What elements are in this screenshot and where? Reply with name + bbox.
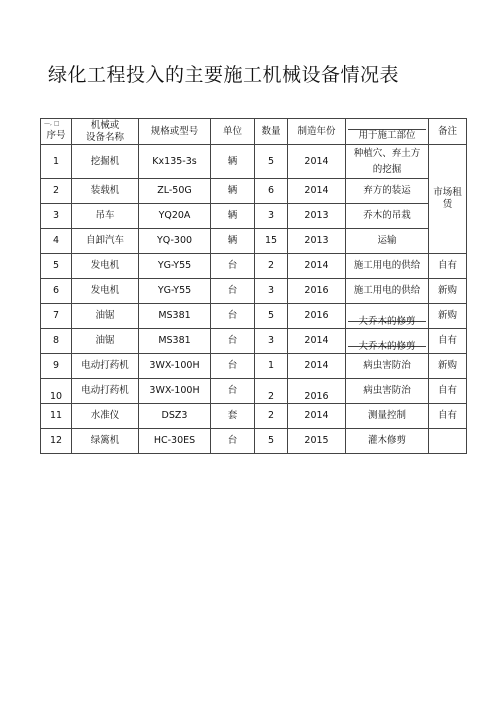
cell-spec: MS381 <box>139 304 211 329</box>
cell-year: 2014 <box>288 254 346 279</box>
cell-spec: 3WX-100H <box>139 379 211 404</box>
cell-spec: 3WX-100H <box>139 354 211 379</box>
cell-name: 油锯 <box>72 304 139 329</box>
cell-name: 电动打药机 <box>72 354 139 379</box>
cell-seq: 11 <box>41 404 72 429</box>
cell-unit: 台 <box>211 304 255 329</box>
cell-spec: ZL-50G <box>139 179 211 204</box>
cell-use-text: 大乔木的修剪 <box>358 316 416 328</box>
cell-year: 2015 <box>288 429 346 454</box>
cell-name: 发电机 <box>72 279 139 304</box>
cell-seq: 7 <box>41 304 72 329</box>
cell-qty: 3 <box>255 204 288 229</box>
cell-use: 灌木修剪 <box>346 429 429 454</box>
cell-qty: 5 <box>255 145 288 179</box>
cell-unit: 辆 <box>211 229 255 254</box>
cell-spec: MS381 <box>139 329 211 354</box>
table-row <box>41 145 467 179</box>
table-row <box>41 429 467 454</box>
cell-year: 2014 <box>288 329 346 354</box>
cell-qty: 6 <box>255 179 288 204</box>
cell-name: 油锯 <box>72 329 139 354</box>
cell-year: 2016 <box>288 379 346 404</box>
cell-unit: 台 <box>211 254 255 279</box>
page-title: 绿化工程投入的主要施工机械设备情况表 <box>48 64 400 86</box>
table-row <box>41 229 467 254</box>
cell-seq: 3 <box>41 204 72 229</box>
cell-year: 2014 <box>288 404 346 429</box>
cell-use <box>346 304 429 329</box>
cell-qty: 2 <box>255 404 288 429</box>
cell-unit: 辆 <box>211 179 255 204</box>
cell-spec: YQ-300 <box>139 229 211 254</box>
cell-unit: 辆 <box>211 145 255 179</box>
header-seq <box>41 119 72 145</box>
header-name: 机械或 设备名称 <box>72 119 139 145</box>
cell-spec: Kx135-3s <box>139 145 211 179</box>
table-row <box>41 304 467 329</box>
table-row <box>41 279 467 304</box>
table-header-row <box>41 119 467 145</box>
cell-use: 种植穴、弃土方 的挖掘 <box>346 145 429 179</box>
cell-name: 发电机 <box>72 254 139 279</box>
cell-seq: 10 <box>41 379 72 404</box>
cell-unit: 台 <box>211 429 255 454</box>
cell-spec: DSZ3 <box>139 404 211 429</box>
cell-unit: 台 <box>211 329 255 354</box>
cell-spec: YQ20A <box>139 204 211 229</box>
header-use-label: 用于施工部位 <box>358 130 416 142</box>
cell-remark: 自有 <box>429 329 467 354</box>
cell-name: 自卸汽车 <box>72 229 139 254</box>
cell-use: 病虫害防治 <box>346 354 429 379</box>
cell-name: 吊车 <box>72 204 139 229</box>
header-unit: 单位 <box>211 119 255 145</box>
cell-remark: 新购 <box>429 354 467 379</box>
header-mark: —, □ <box>44 120 60 127</box>
header-remark: 备注 <box>429 119 467 145</box>
cell-year: 2014 <box>288 145 346 179</box>
cell-unit: 辆 <box>211 204 255 229</box>
cell-remark: 自有 <box>429 404 467 429</box>
table-row <box>41 204 467 229</box>
table-row <box>41 354 467 379</box>
cell-qty: 15 <box>255 229 288 254</box>
cell-seq: 5 <box>41 254 72 279</box>
cell-seq: 4 <box>41 229 72 254</box>
cell-use: 乔木的吊栽 <box>346 204 429 229</box>
table-row <box>41 379 467 404</box>
cell-year: 2013 <box>288 229 346 254</box>
cell-year: 2016 <box>288 279 346 304</box>
cell-spec: HC-30ES <box>139 429 211 454</box>
header-use <box>346 119 429 145</box>
cell-name: 绿篱机 <box>72 429 139 454</box>
cell-name: 水准仪 <box>72 404 139 429</box>
cell-name: 电动打药机 <box>72 379 139 404</box>
cell-remark: 自有 <box>429 379 467 404</box>
cell-remark: 新购 <box>429 304 467 329</box>
cell-unit: 台 <box>211 279 255 304</box>
cell-use: 病虫害防治 <box>346 379 429 404</box>
cell-unit: 台 <box>211 354 255 379</box>
cell-year: 2013 <box>288 204 346 229</box>
cell-remark: 自有 <box>429 254 467 279</box>
cell-remark: 新购 <box>429 279 467 304</box>
equipment-table <box>40 118 467 454</box>
cell-qty: 5 <box>255 304 288 329</box>
header-spec: 规格或型号 <box>139 119 211 145</box>
table-row <box>41 179 467 204</box>
cell-seq: 2 <box>41 179 72 204</box>
cell-unit: 台 <box>211 379 255 404</box>
cell-use <box>346 329 429 354</box>
cell-use-text: 大乔木的修剪 <box>358 341 416 353</box>
cell-seq: 12 <box>41 429 72 454</box>
table-row <box>41 254 467 279</box>
cell-qty: 3 <box>255 279 288 304</box>
header-qty: 数量 <box>255 119 288 145</box>
cell-use: 弃方的装运 <box>346 179 429 204</box>
cell-remark <box>429 429 467 454</box>
cell-use: 测量控制 <box>346 404 429 429</box>
header-seq-label: 序号 <box>46 130 66 142</box>
table-row <box>41 404 467 429</box>
cell-unit: 套 <box>211 404 255 429</box>
cell-seq: 8 <box>41 329 72 354</box>
cell-year: 2014 <box>288 179 346 204</box>
cell-qty: 3 <box>255 329 288 354</box>
cell-use: 施工用电的供给 <box>346 254 429 279</box>
cell-seq: 6 <box>41 279 72 304</box>
header-year: 制造年份 <box>288 119 346 145</box>
cell-remark-merged: 市场租赁 <box>429 145 467 254</box>
cell-seq: 1 <box>41 145 72 179</box>
cell-qty: 2 <box>255 379 288 404</box>
cell-spec: YG-Y55 <box>139 254 211 279</box>
cell-year: 2016 <box>288 304 346 329</box>
cell-name: 挖掘机 <box>72 145 139 179</box>
cell-use: 运输 <box>346 229 429 254</box>
cell-seq: 9 <box>41 354 72 379</box>
cell-qty: 2 <box>255 254 288 279</box>
cell-qty: 5 <box>255 429 288 454</box>
table-row <box>41 329 467 354</box>
cell-spec: YG-Y55 <box>139 279 211 304</box>
cell-year: 2014 <box>288 354 346 379</box>
cell-qty: 1 <box>255 354 288 379</box>
cell-use: 施工用电的供给 <box>346 279 429 304</box>
cell-name: 装载机 <box>72 179 139 204</box>
